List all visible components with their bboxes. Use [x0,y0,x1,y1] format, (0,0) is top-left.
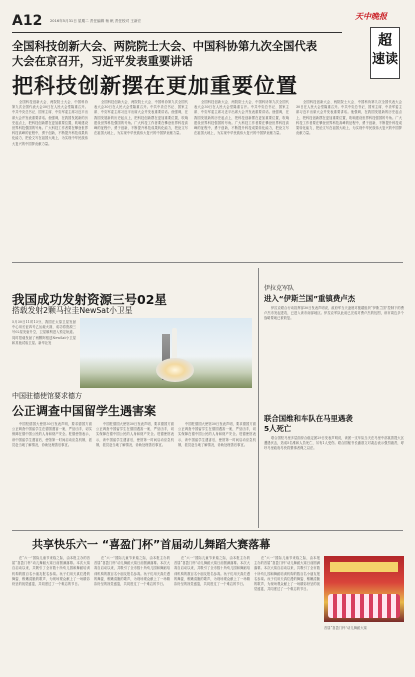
student-headline: 公正调查中国留学生遇害案 [12,404,157,418]
crash-body: 联合国驻马里多层面综合稳定团29日发表声明说，该团一支车队当天在马里中部莫普提大区遭遇伏击，造成5名维和人员死亡，另有1人受伤。联合国秘书长潘基文对袭击表示强烈谴责，呼吁马里政府尽快将肇事者绳之以法。 [264,436,404,451]
dance-stage-photo [324,556,404,622]
crash-headline-line2: 5人死亡 [264,424,292,433]
satellite-headline-line2: 搭载发射2颗马拉圭NewSat小卫星 [12,306,133,315]
student-body-col3: 中国驻德国大使馆30日发表声明，要求德国方面公正调查中国留学生在德国遇害一案，严惩凶手，切实保障在德中国公民的人身和财产安全。驻德使馆表示，该中国留学生遇害后，使馆第一时间启动应急机制，派员赴当地了解情况，协助处理善后事宜。 [178,422,256,447]
section-badge-line1: 超 [378,33,392,49]
lead-body-col4: 全国科技创新大会、两院院士大会、中国科协第九次全国代表大会30日在人民大会堂隆重召开。中共中央总书记、国家主席、中央军委主席习近平出席大会并发表重要讲话。他强调，在我国发展新的历史起点上，把科技创新摆在更加重要位置，吹响建设世界科技强国的号角。广大科技工作者要在攀登世界科技高峰的征程中，勇于创新，不断提升科技成果转化能力，把论文写在祖国大地上，为实现中华民族伟大复兴的中国梦贡献力量。 [296,100,402,136]
lead-body-col1: 全国科技创新大会、两院院士大会、中国科协第九次全国代表大会30日在人民大会堂隆重召开。中共中央总书记、国家主席、中央军委主席习近平出席大会并发表重要讲话。他强调，在我国发展新的历史起点上，把科技创新摆在更加重要位置，吹响建设世界科技强国的号角。广大科技工作者要在攀登世界科技高峰的征程中，勇于创新，不断提升科技成果转化能力，把论文写在祖国大地上，为实现中华民族伟大复兴的中国梦贡献力量。 [12,100,88,146]
dateline: 2016年5月31日 星期二 责任编辑 杨 帆 责任校对 王新宏 [50,19,142,23]
lead-kicker-line2: 大会在京召开，习近平发表重要讲话 [12,55,193,68]
crash-headline-line1: 联合国维和车队在马里遇袭 [264,414,353,423]
lead-body-col3: 全国科技创新大会、两院院士大会、中国科协第九次全国代表大会30日在人民大会堂隆重召开。中共中央总书记、国家主席、中央军委主席习近平出席大会并发表重要讲话。他强调，在我国发展新的历史起点上，把科技创新摆在更加重要位置，吹响建设世界科技强国的号角。广大科技工作者要在攀登世界科技高峰的征程中，勇于创新，不断提升科技成果转化能力，把论文写在祖国大地上，为实现中华民族伟大复兴的中国梦贡献力量。 [194,100,289,136]
dancers-shape [328,594,400,618]
bottom-body-col3: 在“六一”国际儿童节来临之际，由本报主办的首届“喜盈门杯”动儿舞蹈大赛日前圆满落幕。本次大赛自启动以来，共吸引了全市数十所幼儿园和舞蹈培训机构的数百名小朋友报名参赛。孩子们用天真烂漫的舞姿、稚嫩清脆的歌声，为现场观众献上了一场精彩纷呈的视觉盛宴，共同度过了一个难忘的节日。 [174,556,250,587]
dance-photo-caption: 首届“喜盈门杯”动儿舞蹈大赛 [324,626,367,630]
lead-kicker-line1: 全国科技创新大会、两院院士大会、中国科协第九次全国代表 [12,40,318,53]
satellite-caption: 5月30日11时13分，我国在太原卫星发射中心用长征四号乙运载火箭，成功将资源三号02星发射升空，卫星顺利进入预定轨道。同时搭载发射了两颗阿根廷NewSat小卫星和其他试验卫星。新华社发 [12,320,76,345]
lead-body-col2: 全国科技创新大会、两院院士大会、中国科协第九次全国代表大会30日在人民大会堂隆重召开。中共中央总书记、国家主席、中央军委主席习近平出席大会并发表重要讲话。他强调，在我国发展新的历史起点上，把科技创新摆在更加重要位置，吹响建设世界科技强国的号角。广大科技工作者要在攀登世界科技高峰的征程中，勇于创新，不断提升科技成果转化能力，把论文写在祖国大地上，为实现中华民族伟大复兴的中国梦贡献力量。 [94,100,188,136]
section-badge-line2: 速读 [371,52,398,67]
isis-body: 伊拉克联合行动指挥部30日发表声明说，政府军当天凌晨对极端组织“伊斯兰国”控制下的费卢杰市发起进攻，已进入该市南部地区。伊拉克军队此前已完成对费卢杰的包围，该市周边多个战略要地已被收复。 [264,306,404,321]
exhaust-cloud-shape [156,358,194,382]
bottom-body-col1: 在“六一”国际儿童节来临之际，由本报主办的首届“喜盈门杯”动儿舞蹈大赛日前圆满落幕。本次大赛自启动以来，共吸引了全市数十所幼儿园和舞蹈培训机构的数百名小朋友报名参赛。孩子们用天真烂漫的舞姿、稚嫩清脆的歌声，为现场观众献上了一场精彩纷呈的视觉盛宴，共同度过了一个难忘的节日。 [12,556,90,587]
isis-kicker: 伊拉克军队 [264,285,295,292]
lead-headline: 把科技创新摆在更加重要位置 [12,74,298,98]
divider-top [12,262,403,263]
section-badge [370,27,400,79]
rocket-launch-photo [80,318,252,388]
satellite-headline-line1: 我国成功发射资源三号02星 [12,292,167,307]
header-rule [12,32,342,33]
sidebar-vertical-rule [258,268,259,528]
stage-banner-shape [330,562,398,572]
student-body-col1: 中国驻德国大使馆30日发表声明，要求德国方面公正调查中国留学生在德国遇害一案，严惩凶手，切实保障在德中国公民的人身和财产安全。驻德使馆表示，该中国留学生遇害后，使馆第一时间启动应急机制，派员赴当地了解情况，协助处理善后事宜。 [12,422,92,447]
bottom-body-col4: 在“六一”国际儿童节来临之际，由本报主办的首届“喜盈门杯”动儿舞蹈大赛日前圆满落幕。本次大赛自启动以来，共吸引了全市数十所幼儿园和舞蹈培训机构的数百名小朋友报名参赛。孩子们用天真烂漫的舞姿、稚嫩清脆的歌声，为现场观众献上了一场精彩纷呈的视觉盛宴，共同度过了一个难忘的节日。 [254,556,320,592]
page-number: A12 [12,13,43,29]
bottom-body-col2: 在“六一”国际儿童节来临之际，由本报主办的首届“喜盈门杯”动儿舞蹈大赛日前圆满落幕。本次大赛自启动以来，共吸引了全市数十所幼儿园和舞蹈培训机构的数百名小朋友报名参赛。孩子们用天真烂漫的舞姿、稚嫩清脆的歌声，为现场观众献上了一场精彩纷呈的视觉盛宴，共同度过了一个难忘的节日。 [94,556,170,587]
student-body-col2: 中国驻德国大使馆30日发表声明，要求德国方面公正调查中国留学生在德国遇害一案，严惩凶手，切实保障在德中国公民的人身和财产安全。驻德使馆表示，该中国留学生遇害后，使馆第一时间启动应急机制，派员赴当地了解情况，协助处理善后事宜。 [96,422,174,447]
bottom-headline: 共享快乐六一 “喜盈门杯”首届动儿舞蹈大赛落幕 [32,538,271,551]
masthead-logo: 天中晚报 [355,11,387,21]
divider-bottom [12,530,403,531]
isis-headline: 进入“伊斯兰国”重镇费卢杰 [264,294,356,303]
student-kicker: 中国驻德使馆要求德方 [12,392,82,400]
